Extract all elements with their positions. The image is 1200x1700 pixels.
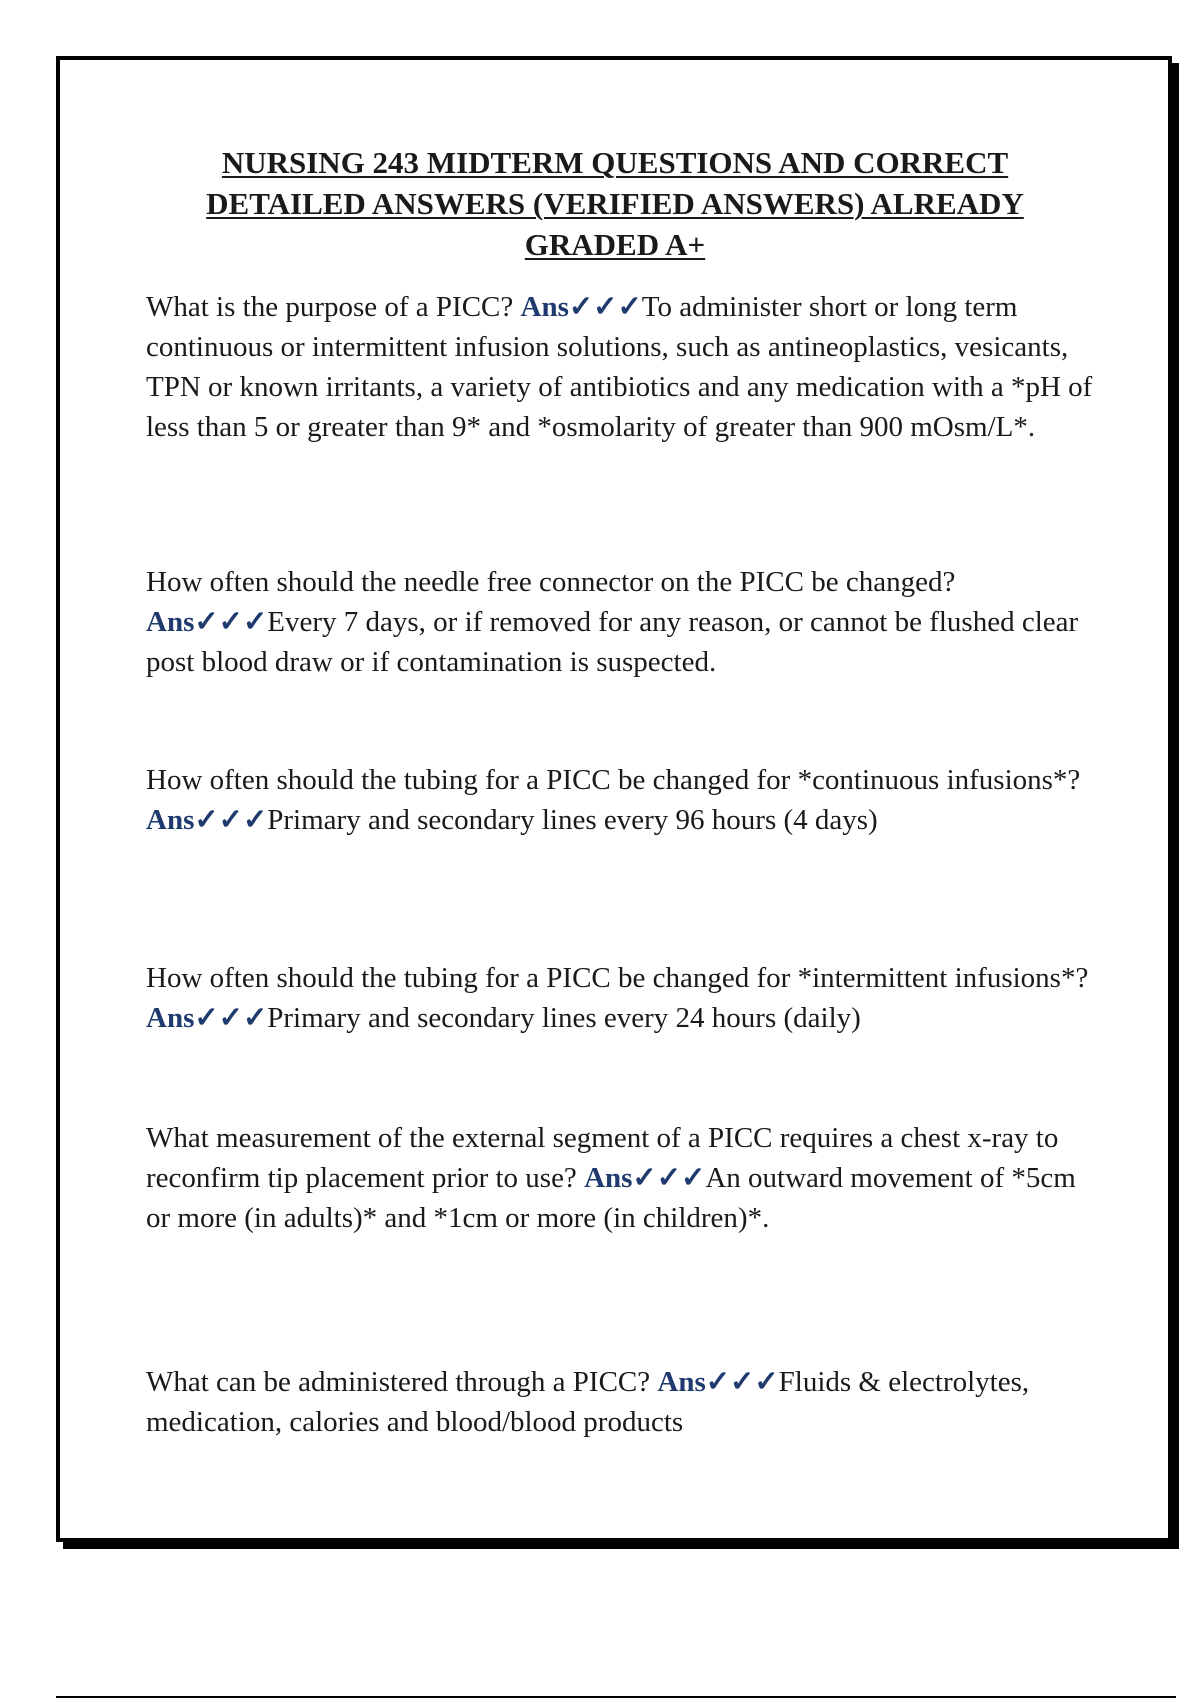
answer-marker: Ans✓✓✓ <box>584 1162 706 1194</box>
answer-marker: Ans✓✓✓ <box>146 804 268 836</box>
question-text: What is the purpose of a PICC? <box>146 291 521 323</box>
qa-item-5 <box>146 1118 1106 1238</box>
question-text: What measurement of the external segment of a PICC requires a chest x-ray to reconfirm tip placement prior to use? <box>146 1122 1059 1194</box>
footer-rule <box>56 1696 1176 1698</box>
qa-item-6 <box>146 1362 1106 1442</box>
qa-item-3 <box>146 760 1106 840</box>
answer-marker: Ans✓✓✓ <box>146 1002 268 1034</box>
qa-item-1 <box>146 287 1106 447</box>
qa-item-4 <box>146 958 1106 1038</box>
answer-text: Primary and secondary lines every 24 hours (daily) <box>267 1002 861 1034</box>
question-text: How often should the tubing for a PICC be changed for *continuous infusions*? <box>146 764 1081 796</box>
answer-text: Every 7 days, or if removed for any reason, or cannot be flushed clear post blood draw or if contamination is suspected. <box>146 606 1079 678</box>
answer-marker: Ans✓✓✓ <box>146 606 268 638</box>
document-title: NURSING 243 MIDTERM QUESTIONS AND CORRECT DETAILED ANSWERS (VERIFIED ANSWERS) ALREADY GRADED A+ <box>206 145 1024 262</box>
question-text: How often should the needle free connector on the PICC be changed? <box>146 566 956 598</box>
qa-item-2 <box>146 562 1106 682</box>
answer-text: An outward movement of *5cm or more (in adults)* and *1cm or more (in children)*. <box>146 1162 1076 1234</box>
answer-text: To administer short or long term continuous or intermittent infusion solutions, such as antineoplastics, vesicants, TPN or known irritants, a variety of antibiotics and any medication with a *pH of less than 5 or greater than 9* and *osmolarity of greater than 900 mOsm/L*. <box>146 291 1093 443</box>
answer-text: Primary and secondary lines every 96 hours (4 days) <box>267 804 878 836</box>
question-text: How often should the tubing for a PICC be changed for *intermittent infusions*? <box>146 962 1089 994</box>
question-text: What can be administered through a PICC? <box>146 1366 658 1398</box>
answer-marker: Ans✓✓✓ <box>657 1366 779 1398</box>
answer-text: Fluids & electrolytes, medication, calories and blood/blood products <box>146 1366 1030 1438</box>
answer-marker: Ans✓✓✓ <box>520 291 642 323</box>
